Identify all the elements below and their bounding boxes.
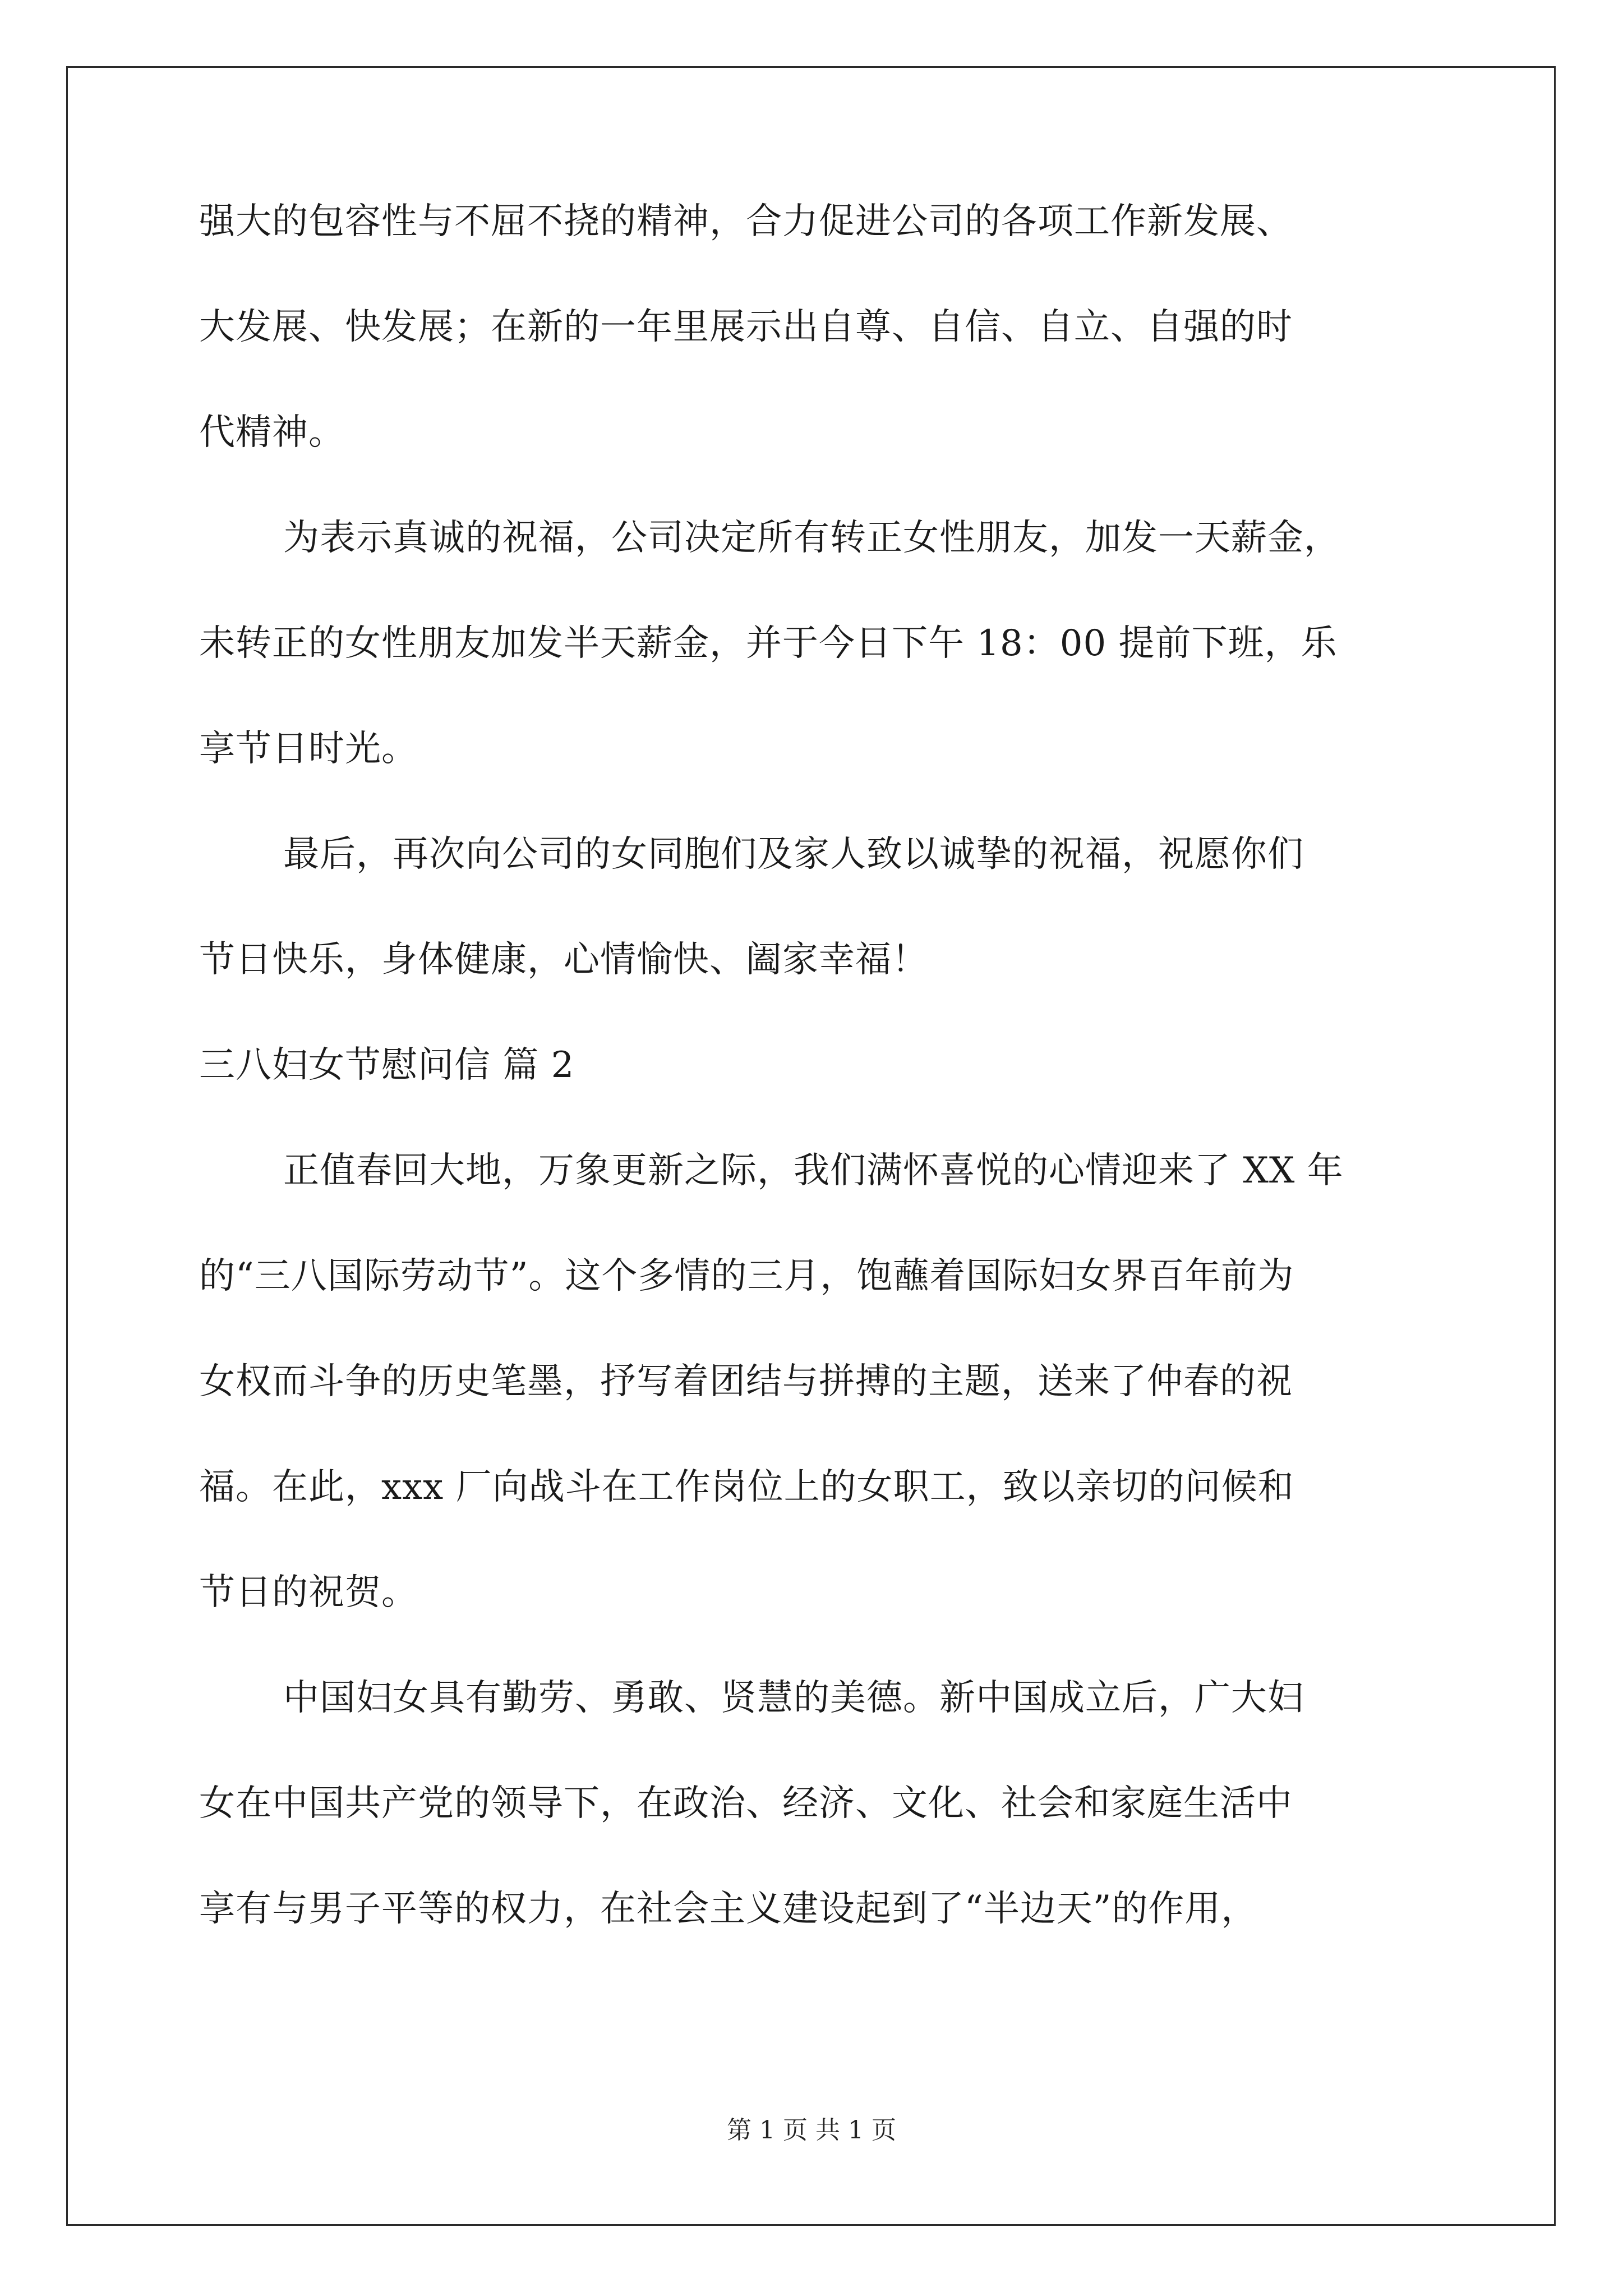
body-line: 节日的祝贺。 xyxy=(199,1572,418,1613)
paragraph-start: 正值春回大地，万象更新之际，我们满怀喜悦的心情迎来了 XX 年 xyxy=(283,1150,1344,1191)
body-line: 代精神。 xyxy=(199,412,345,453)
section-heading: 三八妇女节慰问信 篇 2 xyxy=(199,1045,575,1086)
body-line: 享节日时光。 xyxy=(199,728,418,770)
page-footer: 第 1 页 共 1 页 xyxy=(727,2116,896,2145)
body-line: 的“三八国际劳动节”。这个多情的三月，饱蘸着国际妇女界百年前为 xyxy=(199,1255,1294,1297)
body-line: 福。在此，xxx 厂向战斗在工作岗位上的女职工，致以亲切的问候和 xyxy=(199,1466,1294,1508)
body-line: 节日快乐，身体健康，心情愉快、阖家幸福！ xyxy=(199,939,928,981)
body-line: 大发展、快发展；在新的一年里展示出自尊、自信、自立、自强的时 xyxy=(199,306,1293,348)
paragraph-start: 中国妇女具有勤劳、勇敢、贤慧的美德。新中国成立后，广大妇 xyxy=(283,1677,1304,1719)
body-line: 强大的包容性与不屈不挠的精神，合力促进公司的各项工作新发展、 xyxy=(199,201,1293,242)
paragraph-start: 为表示真诚的祝福，公司决定所有转正女性朋友，加发一天薪金， xyxy=(283,517,1340,559)
body-line: 享有与男子平等的权力，在社会主义建设起到了“半边天”的作用， xyxy=(199,1888,1258,1930)
body-line: 未转正的女性朋友加发半天薪金，并于今日下午 18：00 提前下班，乐 xyxy=(199,623,1338,664)
paragraph-start: 最后，再次向公司的女同胞们及家人致以诚挚的祝福，祝愿你们 xyxy=(283,834,1304,875)
body-line: 女在中国共产党的领导下，在政治、经济、文化、社会和家庭生活中 xyxy=(199,1783,1293,1824)
body-line: 女权而斗争的历史笔墨，抒写着团结与拼搏的主题，送来了仲春的祝 xyxy=(199,1361,1293,1402)
